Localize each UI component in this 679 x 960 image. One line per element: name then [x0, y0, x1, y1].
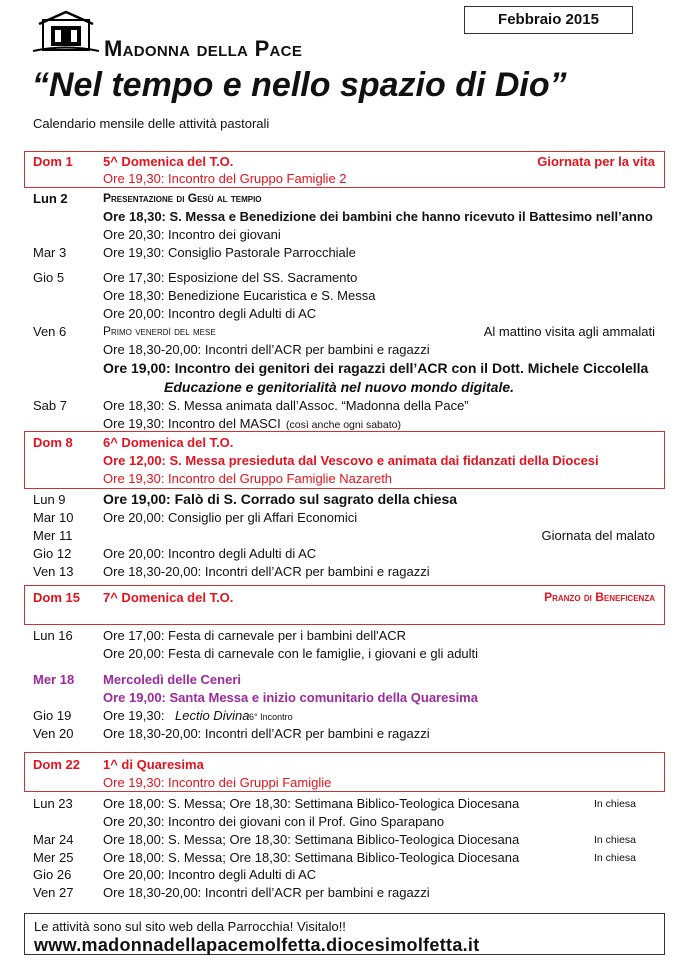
event-title: Primo venerdì del mese: [103, 324, 216, 338]
event-line: Ore 18,30: S. Messa e Benedizione dei bambini che hanno ricevuto il Battesimo nell’anno: [103, 209, 653, 224]
day-label: Lun 23: [33, 796, 73, 811]
day-label: Lun 2: [33, 191, 68, 206]
event-line: Ore 18,00: S. Messa; Ore 18,30: Settimana Biblico-Teologica Diocesana: [103, 796, 520, 811]
day-label: Mer 25: [33, 850, 74, 865]
day-label: Mar 10: [33, 510, 74, 525]
event-line: Ore 20,00: Consiglio per gli Affari Economici: [103, 510, 358, 525]
event-line: Ore 18,30: Benedizione Eucaristica e S. Messa: [103, 288, 376, 303]
day-label: Gio 26: [33, 867, 72, 882]
event-line: Ore 19,30: Incontro del Gruppo Famiglie 2: [103, 171, 347, 186]
event-note: Giornata per la vita: [537, 154, 655, 169]
event-line: Ore 19,30: Consiglio Pastorale Parrocchiale: [103, 245, 356, 260]
footer-text: Le attività sono sul sito web della Parrocchia! Visitalo!!: [34, 919, 346, 934]
event-title: Mercoledì delle Ceneri: [103, 672, 241, 687]
event-note: (così anche ogni sabato): [286, 419, 401, 431]
day-label: Mer 11: [33, 528, 73, 543]
day-label: Dom 22: [33, 757, 80, 772]
event-line: Ore 18,30-20,00: Incontri dell’ACR per bambini e ragazzi: [103, 564, 430, 579]
event-title: 6^ Domenica del T.O.: [103, 435, 234, 450]
event-line: Ore 20,30: Incontro dei giovani con il Prof. Gino Sparapano: [103, 814, 445, 829]
day-label: Dom 15: [33, 590, 80, 605]
footer-box: [24, 913, 665, 955]
event-note: Giornata del malato: [541, 528, 655, 543]
day-label: Gio 19: [33, 708, 72, 723]
event-line: Ore 18,30: S. Messa animata dall’Assoc. “Madonna della Pace”: [103, 398, 469, 413]
event-line: Ore 20,00: Festa di carnevale con le famiglie, i giovani e gli adulti: [103, 646, 479, 661]
day-label: Mar 24: [33, 832, 74, 847]
event-line: Ore 19,00: Incontro dei genitori dei ragazzi dell’ACR con il Dott. Michele Ciccolella: [103, 360, 649, 376]
event-note: 6° Incontro: [249, 712, 293, 722]
event-line: Ore 20,00: Incontro degli Adulti di AC: [103, 546, 317, 561]
day-label: Gio 12: [33, 546, 72, 561]
event-note: In chiesa: [594, 852, 637, 864]
event-line: Ore 20,30: Incontro dei giovani: [103, 227, 281, 242]
event-line: Ore 20,00: Incontro degli Adulti di AC: [103, 306, 317, 321]
event-title: Presentazione di Gesù al tempio: [103, 191, 262, 205]
event-line: Ore 19,00: Santa Messa e inizio comunitario della Quaresima: [103, 690, 478, 705]
event-line: Ore 20,00: Incontro degli Adulti di AC: [103, 867, 317, 882]
day-label: Ven 6: [33, 324, 67, 339]
event-title: 5^ Domenica del T.O.: [103, 154, 234, 169]
month-label: Febbraio 2015: [464, 6, 633, 34]
day-label: Lun 9: [33, 492, 66, 507]
event-line: Ore 18,30-20,00: Incontri dell’ACR per bambini e ragazzi: [103, 885, 430, 900]
event-line: Educazione e genitorialità nel nuovo mondo digitale.: [164, 379, 515, 395]
event-line: Ore 19,30:: [103, 708, 165, 723]
parish-name: Madonna della Pace: [104, 36, 303, 61]
event-line: Ore 17,00: Festa di carnevale per i bambini dell'ACR: [103, 628, 407, 643]
day-label: Dom 1: [33, 154, 73, 169]
event-note: Pranzo di Beneficenza: [544, 590, 655, 604]
event-line: Lectio Divina: [175, 708, 250, 723]
day-label: Mar 3: [33, 245, 67, 260]
event-line: Ore 19,30: Incontro dei Gruppi Famiglie: [103, 775, 332, 790]
day-label: Gio 5: [33, 270, 65, 285]
subtitle: Calendario mensile delle attività pastorali: [33, 116, 270, 131]
day-label: Dom 8: [33, 435, 73, 450]
event-line: Ore 19,30: Incontro del MASCI: [103, 416, 281, 431]
event-line: Ore 12,00: S. Messa presieduta dal Vescovo e animata dai fidanzati della Diocesi: [103, 453, 599, 468]
event-note: Al mattino visita agli ammalati: [483, 324, 655, 339]
event-line: Ore 18,30-20,00: Incontri dell’ACR per bambini e ragazzi: [103, 726, 430, 741]
event-line: Ore 18,00: S. Messa; Ore 18,30: Settimana Biblico-Teologica Diocesana: [103, 832, 520, 847]
event-line: Ore 18,00: S. Messa; Ore 18,30: Settimana Biblico-Teologica Diocesana: [103, 850, 520, 865]
day-label: Sab 7: [33, 398, 67, 413]
event-line: Ore 19,00: Falò di S. Corrado sul sagrato della chiesa: [103, 491, 458, 507]
event-note: In chiesa: [594, 798, 637, 810]
day-label: Ven 27: [33, 885, 74, 900]
day-label: Ven 20: [33, 726, 74, 741]
event-line: Ore 19,30: Incontro del Gruppo Famiglie Nazareth: [103, 471, 393, 486]
church-logo: [33, 10, 99, 54]
day-label: Mer 18: [33, 672, 75, 687]
day-label: Lun 16: [33, 628, 73, 643]
event-note: In chiesa: [594, 834, 637, 846]
motto: “Nel tempo e nello spazio di Dio”: [32, 66, 567, 104]
event-title: 7^ Domenica del T.O.: [103, 590, 234, 605]
day-label: Ven 13: [33, 564, 74, 579]
event-line: Ore 18,30-20,00: Incontri dell’ACR per bambini e ragazzi: [103, 342, 430, 357]
website-link[interactable]: www.madonnadellapacemolfetta.diocesimolfetta.it: [34, 935, 480, 955]
event-title: 1^ di Quaresima: [103, 757, 204, 772]
event-line: Ore 17,30: Esposizione del SS. Sacramento: [103, 270, 358, 285]
